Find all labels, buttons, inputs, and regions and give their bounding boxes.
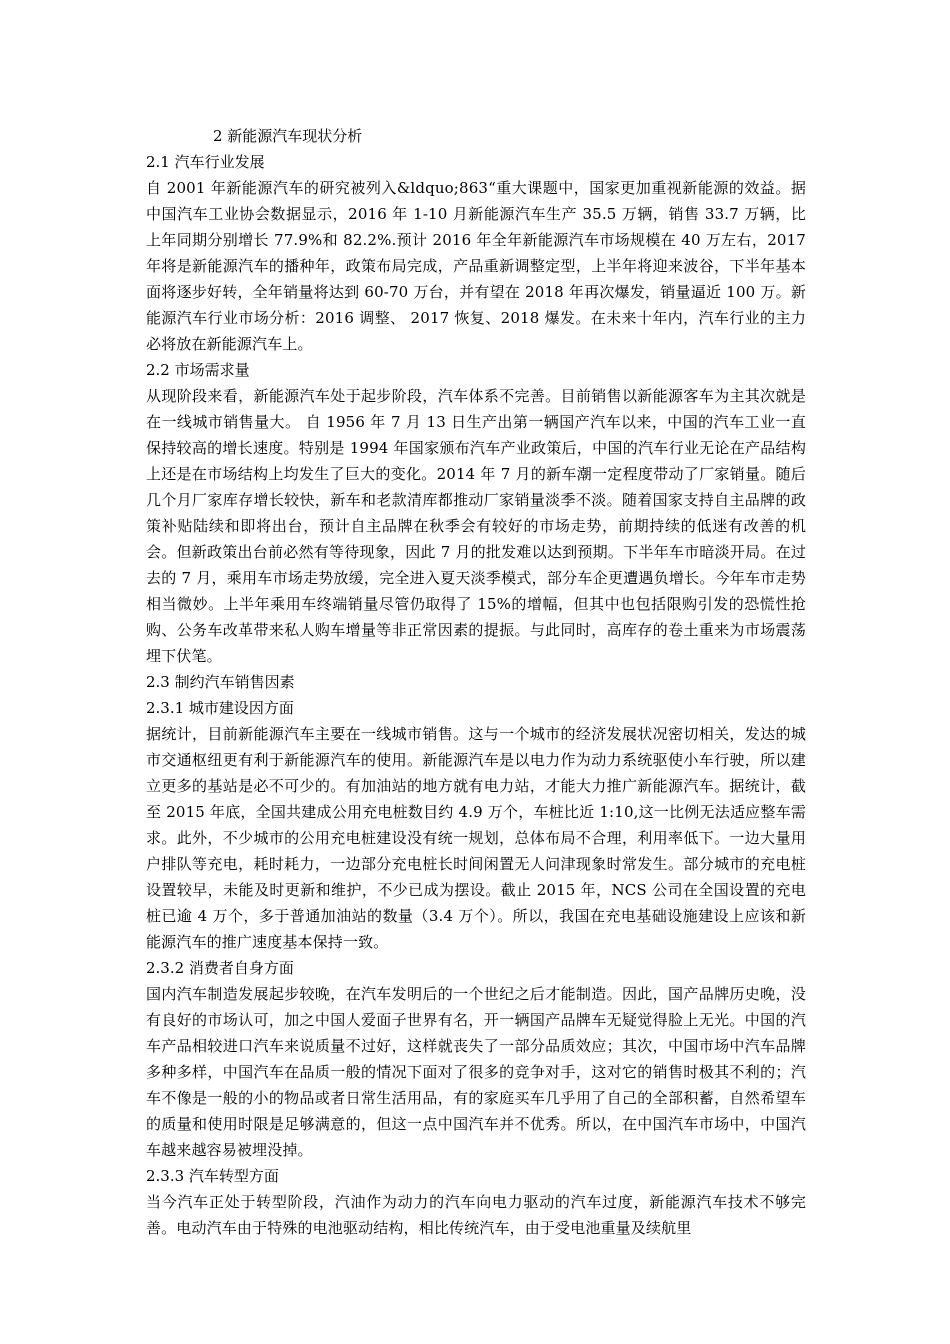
section-heading-2-3-1: 2.3.1 城市建设因方面 [146,699,294,717]
section-heading-2-3: 2.3 制约汽车销售因素 [146,673,295,691]
section-body-2-3-2: 国内汽车制造发展起步较晚，在汽车发明后的一个世纪之后才能制造。因此，国产品牌历史晚，没有良好的市场认可，加之中国人爱面子世界有名，开一辆国产品牌车无疑觉得脸上无光。中国的汽车产品相较进口汽车来说质量不过好，这样就丧失了一部分品质效应；其次，中国市场中汽车品牌多种多样，中国汽车在品质一般的情况下面对了很多的竞争对手，这对它的销售时极其不利的；汽车不像是一般的小的物品或者日常生活用品，有的家庭买车几乎用了自己的全部积蓄，自然希望车的质量和使用时限是足够满意的，但这一点中国汽车并不优秀。所以，在中国汽车市场中，中国汽车越来越容易被埋没掉。 [146,985,806,1159]
section-body-2-3-1: 据统计，目前新能源汽车主要在一线城市销售。这与一个城市的经济发展状况密切相关，发达的城市交通枢纽更有利于新能源汽车的使用。新能源汽车是以电力作为动力系统驱使小车行驶，所以建立更多的基站是必不可少的。有加油站的地方就有电力站，才能大力推广新能源汽车。据统计，截至 2015 年底，全国共建成公用充电桩数目约 4.9 万个，车桩比近 1:10,这一比例无法适应整车需求。此外，不少城市的公用充电桩建设没有统一规划，总体布局不合理，利用率低下。一边大量用户排队等充电，耗时耗力，一边部分充电桩长时间闲置无人问津现象时常发生。部分城市的充电桩设置较早，未能及时更新和维护，不少已成为摆设。截止 2015 年，NCS 公司在全国设置的充电桩已逾 4 万个，多于普通加油站的数量（3.4 万个）。所以，我国在充电基础设施建设上应该和新能源汽车的推广速度基本保持一致。 [146,725,806,951]
section-body-2-3-3: 当今汽车正处于转型阶段，汽油作为动力的汽车向电力驱动的汽车过度，新能源汽车技术不够完善。电动汽车由于特殊的电池驱动结构，相比传统汽车，由于受电池重量及续航里 [146,1193,806,1237]
section-body-2-2: 从现阶段来看，新能源汽车处于起步阶段，汽车体系不完善。目前销售以新能源客车为主其次就是在一线城市销售量大。 自 1956 年 7 月 13 日生产出第一辆国产汽车以来，中国的汽车工业一直保持较高的增长速度。特别是 1994 年国家颁布汽车产业政策后，中国的汽车行业无论在产品结构上还是在市场结构上均发生了巨大的变化。2014 年 7 月的新车潮一定程度带动了厂家销量。随后几个月厂家库存增长较快，新车和老款清库都推动厂家销量淡季不淡。随着国家支持自主品牌的政策补贴陆续和即将出台，预计自主品牌在秋季会有较好的市场走势，前期持续的低迷有改善的机会。但新政策出台前必然有等待现象，因此 7 月的批发难以达到预期。下半年车市暗淡开局。在过去的 7 月，乘用车市场走势放缓，完全进入夏天淡季模式，部分车企更遭遇负增长。今年车市走势相当微妙。上半年乘用车终端销量尽管仍取得了 15%的增幅，但其中也包括限购引发的恐慌性抢购、公务车改革带来私人购车增量等非正常因素的提振。与此同时，高库存的卷土重来为市场震荡埋下伏笔。 [146,387,806,665]
section-heading-2-3-3: 2.3.3 汽车转型方面 [146,1167,279,1185]
document-title: 2 新能源汽车现状分析 [213,127,363,145]
section-heading-2-2: 2.2 市场需求量 [146,361,250,379]
section-heading-2-1: 2.1 汽车行业发展 [146,153,265,171]
section-heading-2-3-2: 2.3.2 消费者自身方面 [146,959,294,977]
section-body-2-1: 自 2001 年新能源汽车的研究被列入&ldquo;863“重大课题中，国家更加重视新能源的效益。据中国汽车工业协会数据显示，2016 年 1-10 月新能源汽车生产 35.5 万辆，销售 33.7 万辆，比上年同期分别增长 77.9%和 82.2%.预计 2016 年全年新能源汽车市场规模在 40 万左右，2017 年将是新能源汽车的播种年，政策布局完成，产品重新调整定型，上半年将迎来波谷，下半年基本面将逐步好转，全年销量将达到 60-70 万台，并有望在 2018 年再次爆发，销量逼近 100 万。新能源汽车行业市场分析：2016 调整、 2017 恢复、2018 爆发。在未来十年内，汽车行业的主力必将放在新能源汽车上。 [146,179,806,353]
document-page [146,123,806,1241]
